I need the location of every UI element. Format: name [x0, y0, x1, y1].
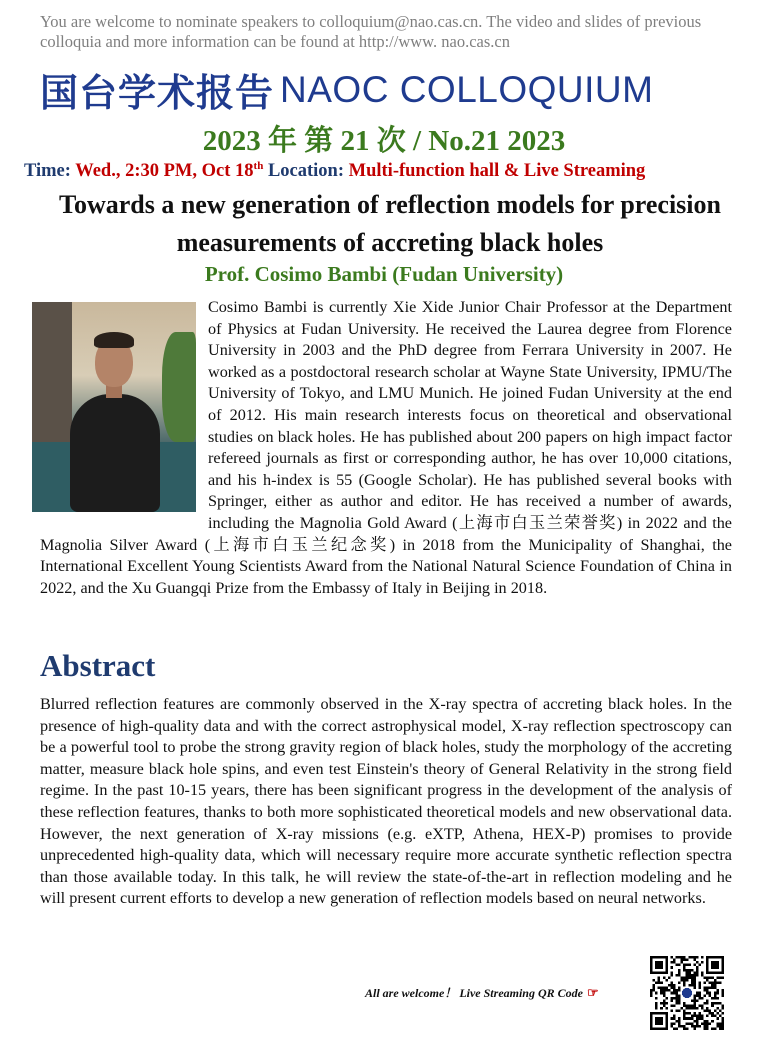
welcome-text: All are welcome！ Live Streaming QR Code	[365, 986, 583, 1000]
banner-english-title: NAOC COLLOQUIUM	[280, 68, 654, 110]
speaker-name: Prof. Cosimo Bambi (Fudan University)	[204, 262, 564, 286]
location-value: Multi-function hall & Live Streaming	[348, 161, 646, 182]
time-suffix: th	[253, 160, 264, 172]
talk-title: Towards a new generation of reflection models for precision measurements of accreting black holes	[59, 190, 721, 257]
bio-text: Cosimo Bambi is currently Xie Xide Junior Chair Professor at the Department of Physics at Fudan University. He received the Laurea degree from Florence University in 2003 and the PhD degree from Ferrara University in 2007. He worked as a postdoctoral research scholar at Wayne State University, IPMU/The University of Tokyo, and LMU Munich. He joined Fudan University at the end of 2012. His main research interests focus on theoretical and observational studies on black holes. He has published about 200 papers on high impact factor refereed journals as first or corresponding author, he has over 10,000 citations, and his h-index is 55 (Google Scholar). He has published several books with Springer, either as author and editor. He has received a number of awards, including the Magnolia Gold Award (上海市白玉兰荣誉奖) in 2022 and the Magnolia Silver Award (上海市白玉兰纪念奖) in 2018 from the Municipality of Shanghai, the International Excellent Young Scientists Award from the National Natural Science Foundation of China in 2022, and the Xu Guangqi Prize from the Embassy of Italy in Beijing in 2018.	[40, 298, 732, 597]
time-value	[75, 161, 263, 181]
time-value-text: Wed., 2:30 PM, Oct 18	[75, 161, 254, 182]
speaker-photo	[32, 302, 196, 512]
colloquium-banner	[40, 62, 740, 114]
issue-number: 2023 年 第 21 次 / No.21 2023	[202, 125, 566, 157]
location-label: Location:	[267, 161, 344, 182]
welcome-line	[365, 984, 630, 1001]
abstract-text: Blurred reflection features are commonly observed in the X-ray spectra of accreting black holes. In the presence of high-quality data and with the correct astrophysical model, X-ray reflection spectroscopy can be a powerful tool to probe the strong gravity region of black holes, study the morphology of the accreting matter, measure black hole spins, and even test Einstein's theory of General Relativity in the strong field regime. In the past 10-15 years, there has been significant progress in the development of the analysis of these reflection features, thanks to both more sophisticated theoretical models and new observational data. However, the next generation of X-ray missions (e.g. eXTP, Athena, HEX-P) promises to provide unprecedented high-quality data, which will necessary require more accurate synthetic reflection spectra than those available today. In this talk, he will review the state-of-the-art in reflection modeling and he will present current efforts to develop a new generation of reflection models based on neural networks.	[40, 695, 732, 908]
live-streaming-qr-code[interactable]	[650, 956, 724, 1030]
talk-meta	[24, 160, 764, 182]
speaker-bio	[40, 297, 732, 599]
pointing-hand-icon: ☞	[586, 985, 599, 1000]
time-label: Time:	[24, 161, 71, 182]
banner-chinese-title: 国台学术报告	[40, 71, 275, 115]
nomination-note: You are welcome to nominate speakers to colloquium@nao.cas.cn. The video and slides of previous colloquia and more information can be found at http://www. nao.cas.cn	[40, 12, 702, 51]
abstract-heading: Abstract	[40, 648, 156, 683]
